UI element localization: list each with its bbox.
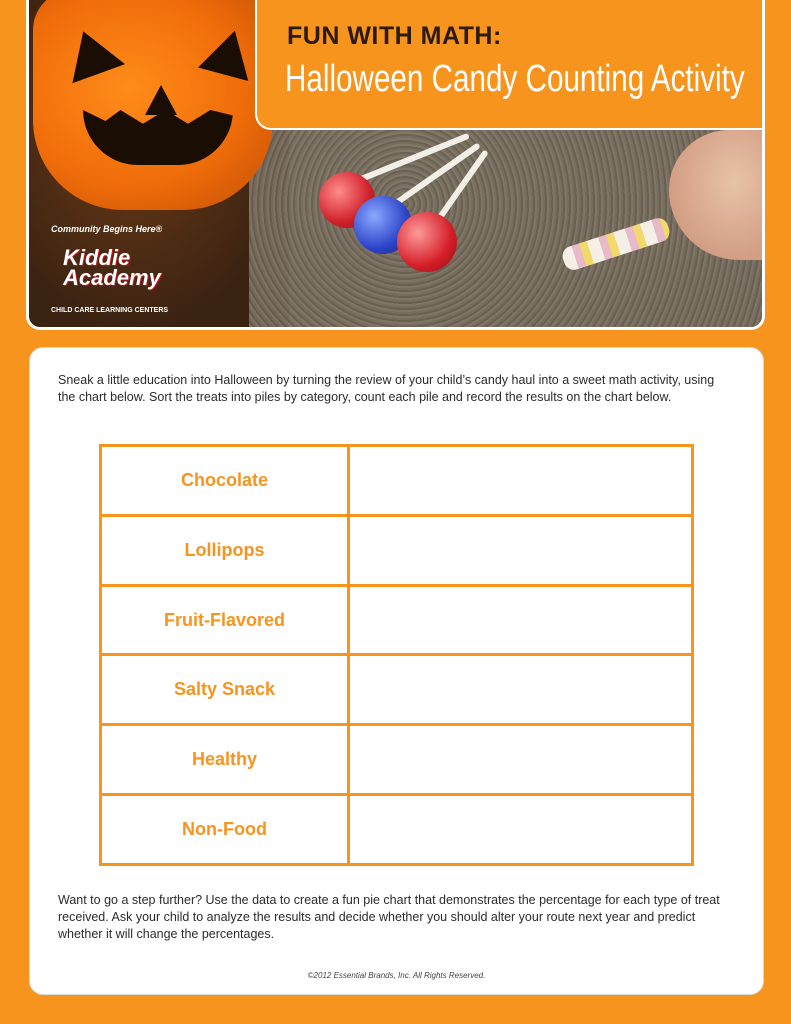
intro-paragraph: Sneak a little education into Halloween by turning the review of your child’s candy haul into a sweet math activity, using the chart below. Sort the treats into piles by category, count each pile and record the results on the chart below. [58,373,715,404]
logo-subtitle: CHILD CARE LEARNING CENTERS [51,307,169,314]
lollipop-red [397,212,457,272]
table-row [101,585,693,655]
pumpkin-mouth [83,110,233,165]
pumpkin-eye-right [198,24,260,81]
category-label: Lollipops [101,515,349,585]
count-cell[interactable] [349,446,693,516]
kiddie-academy-logo [63,245,161,290]
content-card [29,347,764,995]
title-subheading: Halloween Candy Counting Activity [285,58,745,100]
category-label: Salty Snack [101,655,349,725]
table-row [101,795,693,865]
tagline: Community Begins Here® [51,224,163,234]
table-row [101,446,693,516]
category-label: Chocolate [101,446,349,516]
category-label: Non-Food [101,795,349,865]
title-box [257,0,762,128]
table-row [101,515,693,585]
table-row [101,655,693,725]
outro-paragraph: Want to go a step further? Use the data to create a fun pie chart that demonstrates the percentage for each type of treat received. Ask your child to analyze the results and decide whether you should alter your route next year and predict whether it will change the percentages. [58,893,720,941]
count-cell[interactable] [349,655,693,725]
count-cell[interactable] [349,795,693,865]
category-label: Healthy [101,725,349,795]
logo-line2: Academy [63,265,161,290]
category-label: Fruit-Flavored [101,585,349,655]
table-row [101,725,693,795]
logo-line1: Kiddie [63,245,131,270]
pumpkin-nose [145,85,177,115]
copyright-notice: ©2012 Essential Brands, Inc. All Rights Reserved. [307,971,486,980]
count-cell[interactable] [349,515,693,585]
title-heading: FUN WITH MATH: [287,22,502,50]
candy-tally-chart [99,444,694,866]
count-cell[interactable] [349,725,693,795]
pumpkin-bucket-image [33,0,273,210]
pumpkin-eye-left [57,22,125,83]
count-cell[interactable] [349,585,693,655]
